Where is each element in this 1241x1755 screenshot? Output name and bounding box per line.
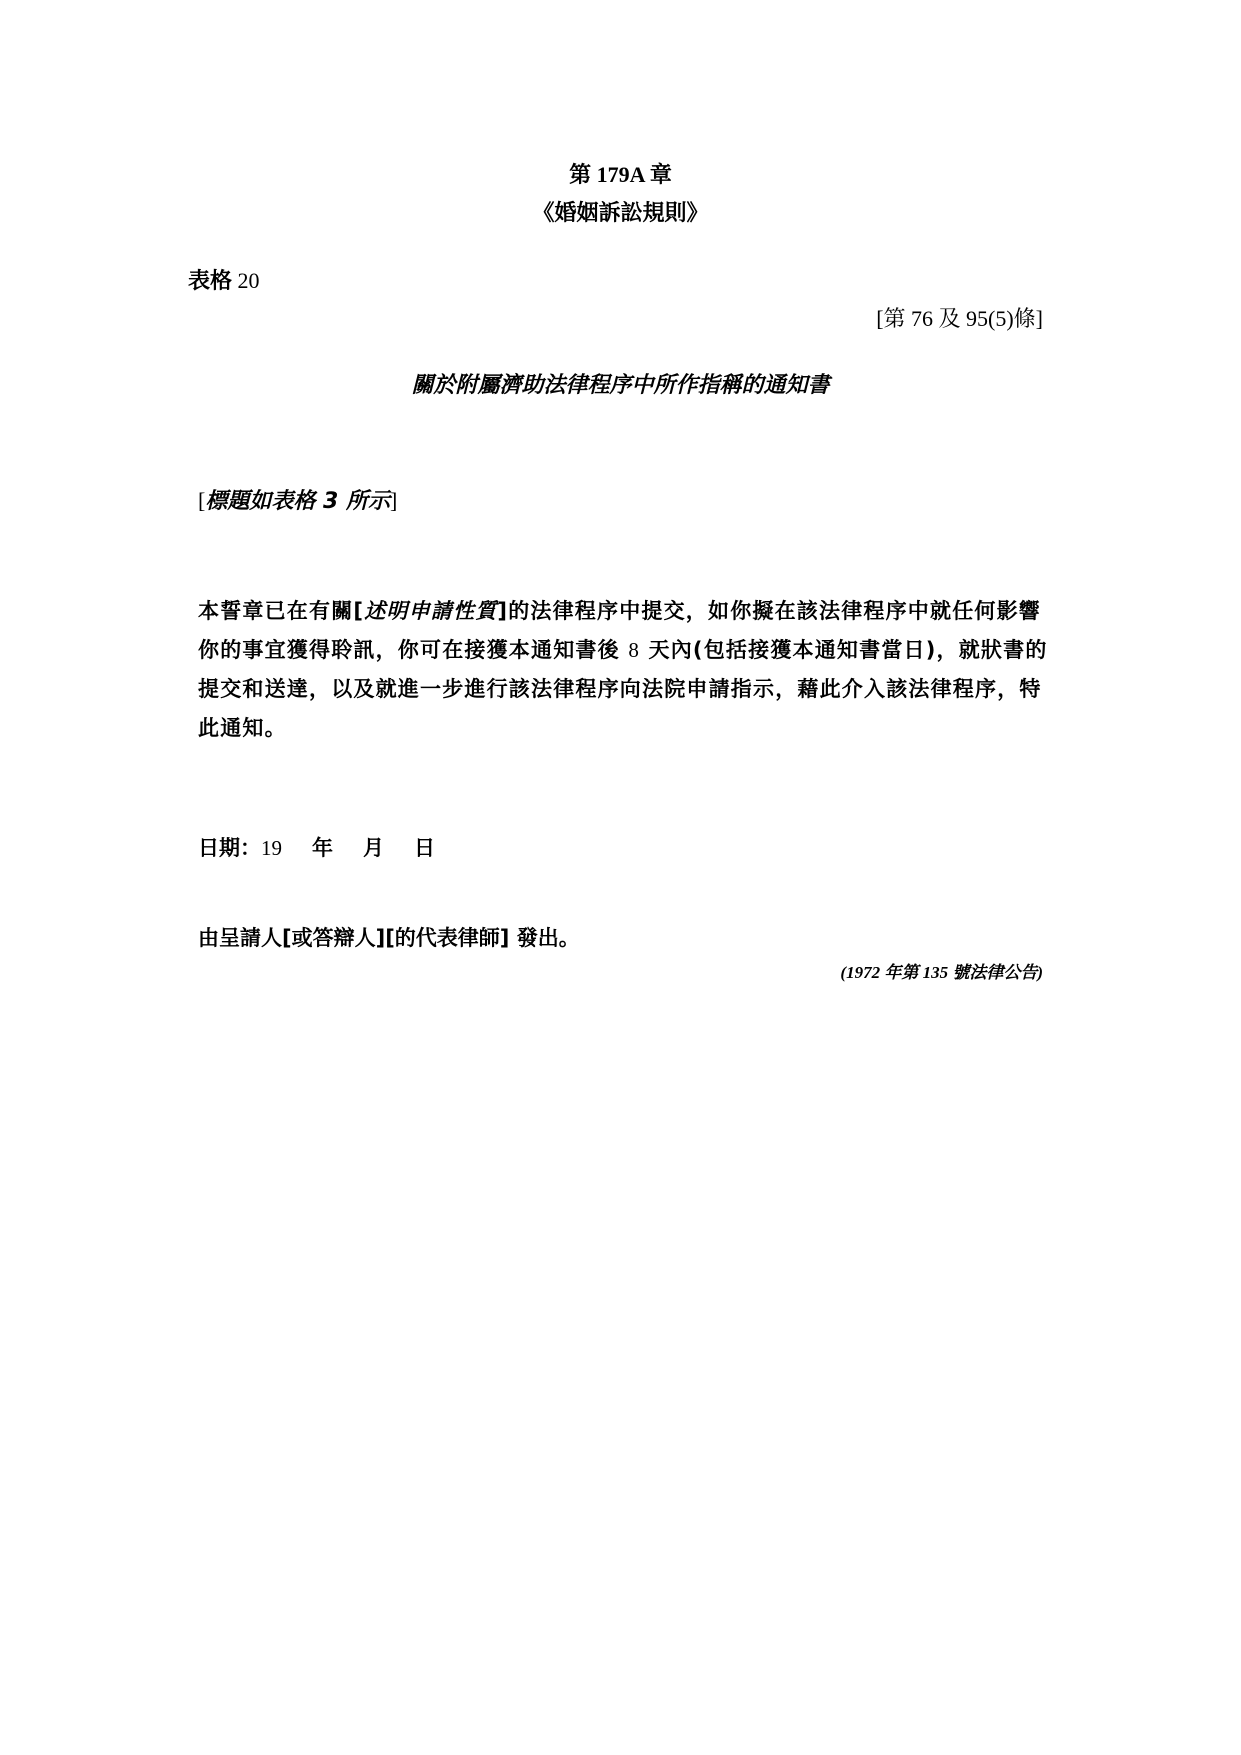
date-month: 月 xyxy=(363,836,384,860)
form-number xyxy=(188,264,260,295)
date-year-prefix: 19 xyxy=(261,836,282,860)
issued-by: 由呈請人[或答辯人][的代表律師] 發出。 xyxy=(198,926,580,950)
ordinance-title: 《婚姻訴訟規則》 xyxy=(532,201,709,226)
form-number-value: 20 xyxy=(237,268,260,293)
date-label: 日期： xyxy=(198,836,261,860)
body-line-1-start: 本誓章已在有關[ xyxy=(198,599,365,623)
heading-note xyxy=(198,484,397,515)
form-title: 關於附屬濟助法律程序中所作指稱的通知書 xyxy=(411,373,830,398)
notice-body-line-4: 此通知。 xyxy=(198,716,287,740)
legal-notice-citation: (1972 年第 135 號法律公告) xyxy=(840,963,1043,982)
notice-body-line-3: 提交和送達，以及就進一步進行該法律程序向法院申請指示，藉此介入該法律程序，特 xyxy=(198,677,1042,701)
heading-note-text: 標題如表格 3 所示 xyxy=(205,489,390,514)
body-line-1-placeholder: 述明申請性質 xyxy=(364,599,498,623)
form-label: 表格 xyxy=(188,269,233,294)
notice-body xyxy=(198,592,1078,748)
heading-note-open: [ xyxy=(198,488,206,513)
sections-reference: [第 76 及 95(5)條] xyxy=(876,306,1043,331)
body-line-2-end: 天內(包括接獲本通知書當日)，就狀書的 xyxy=(640,638,1048,662)
body-line-2-days: 8 xyxy=(628,638,641,662)
body-line-1-end: ]的法律程序中提交，如你擬在該法律程序中就任何影響 xyxy=(497,599,1042,623)
notice-body-line-1 xyxy=(198,592,1078,631)
chapter-number: 第 179A 章 xyxy=(569,162,672,187)
date-day: 日 xyxy=(414,836,435,860)
heading-note-close: ] xyxy=(389,488,398,513)
date-year: 年 xyxy=(312,836,333,860)
body-line-2-start: 你的事宜獲得聆訊，你可在接獲本通知書後 xyxy=(198,638,629,662)
date-line xyxy=(198,832,435,862)
notice-body-line-2 xyxy=(198,631,1078,670)
